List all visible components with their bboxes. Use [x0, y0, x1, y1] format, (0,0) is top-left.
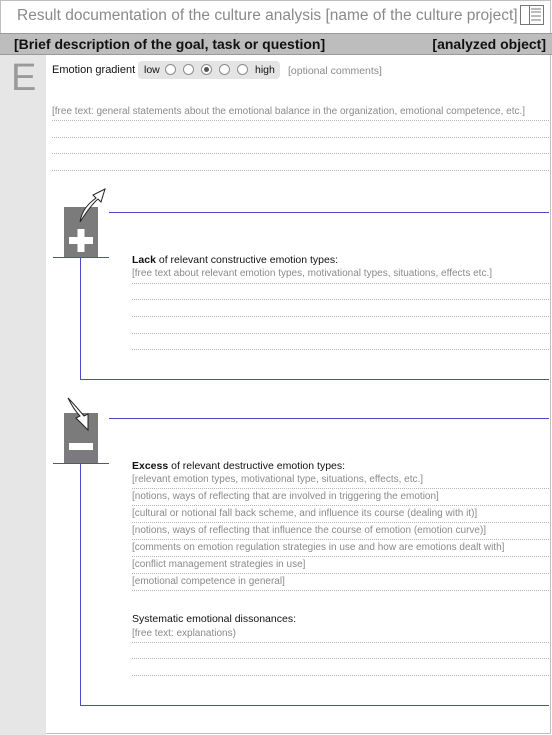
text-line — [132, 283, 549, 284]
lack-free-text[interactable]: [free text about relevant emotion types, motivational types, situations, effects etc.] — [132, 268, 493, 279]
excess-box-bottom — [80, 705, 549, 706]
text-line — [132, 349, 549, 350]
scale-low-label: low — [144, 64, 160, 76]
excess-item[interactable]: [relevant emotion types, motivational type, situations, effects, etc.] — [132, 474, 424, 485]
scale-radio-1[interactable] — [165, 64, 176, 75]
text-line — [132, 505, 549, 506]
arrow-up-right-icon — [72, 186, 108, 224]
scale-radio-2[interactable] — [183, 64, 194, 75]
text-line — [132, 522, 549, 523]
layout-icon[interactable] — [520, 5, 544, 25]
scale-radio-4[interactable] — [219, 64, 230, 75]
text-line — [52, 120, 549, 121]
lack-title: Lack of relevant constructive emotion types: — [132, 254, 339, 266]
text-line — [132, 642, 549, 643]
text-line — [132, 316, 549, 317]
excess-item[interactable]: [comments on emotion regulation strategies in use and how are emotions dealt with] — [132, 542, 505, 553]
lack-box-bottom — [80, 379, 549, 380]
text-line — [132, 590, 549, 591]
analyzed-object[interactable]: [analyzed object] — [432, 36, 546, 52]
goal-description[interactable]: [Brief description of the goal, task or question] — [14, 36, 326, 52]
text-line — [132, 539, 549, 540]
excess-item[interactable]: [notions, ways of reflecting that are involved in triggering the emotion] — [132, 491, 439, 502]
text-line — [132, 333, 549, 334]
left-strip — [0, 55, 46, 735]
excess-box-left — [80, 463, 81, 705]
optional-comments[interactable]: [optional comments] — [288, 65, 382, 77]
excess-item[interactable]: [cultural or notional fall back scheme, and influence its course (dealing with it)] — [132, 508, 478, 519]
page-title: Result documentation of the culture analysis [name of the culture project] — [17, 7, 518, 24]
text-line — [132, 488, 549, 489]
lack-box-left — [80, 257, 81, 379]
header-band — [0, 33, 552, 55]
dissonance-title: Systematic emotional dissonances: — [132, 613, 296, 625]
excess-title: Excess of relevant destructive emotion types: — [132, 460, 346, 472]
emotion-gradient-scale — [138, 61, 280, 79]
text-line — [52, 170, 549, 171]
text-line — [132, 556, 549, 557]
scale-radio-3[interactable] — [201, 64, 212, 75]
title-bar — [0, 0, 552, 33]
general-statement-text[interactable]: [free text: general statements about the emotional balance in the organization, emotional competence, etc.] — [52, 106, 526, 117]
excess-item[interactable]: [emotional competence in general] — [132, 576, 285, 587]
lack-box-connector — [53, 257, 109, 258]
lack-box-top — [109, 212, 549, 213]
text-line — [132, 573, 549, 574]
emotion-gradient-label: Emotion gradient — [52, 64, 136, 76]
excess-item[interactable]: [conflict management strategies in use] — [132, 559, 306, 570]
excess-box-top — [109, 418, 549, 419]
section-letter: E — [11, 57, 37, 99]
dissonance-free-text[interactable]: [free text: explanations) — [132, 628, 236, 639]
scale-radio-5[interactable] — [237, 64, 248, 75]
text-line — [52, 153, 549, 154]
text-line — [52, 137, 549, 138]
excess-box-connector — [53, 463, 109, 464]
excess-item[interactable]: [notions, ways of reflecting that influence the course of emotion (emotion curve)] — [132, 525, 487, 536]
text-line — [132, 658, 549, 659]
text-line — [132, 675, 549, 676]
text-line — [132, 299, 549, 300]
arrow-down-right-icon — [62, 396, 98, 436]
scale-high-label: high — [255, 64, 275, 76]
